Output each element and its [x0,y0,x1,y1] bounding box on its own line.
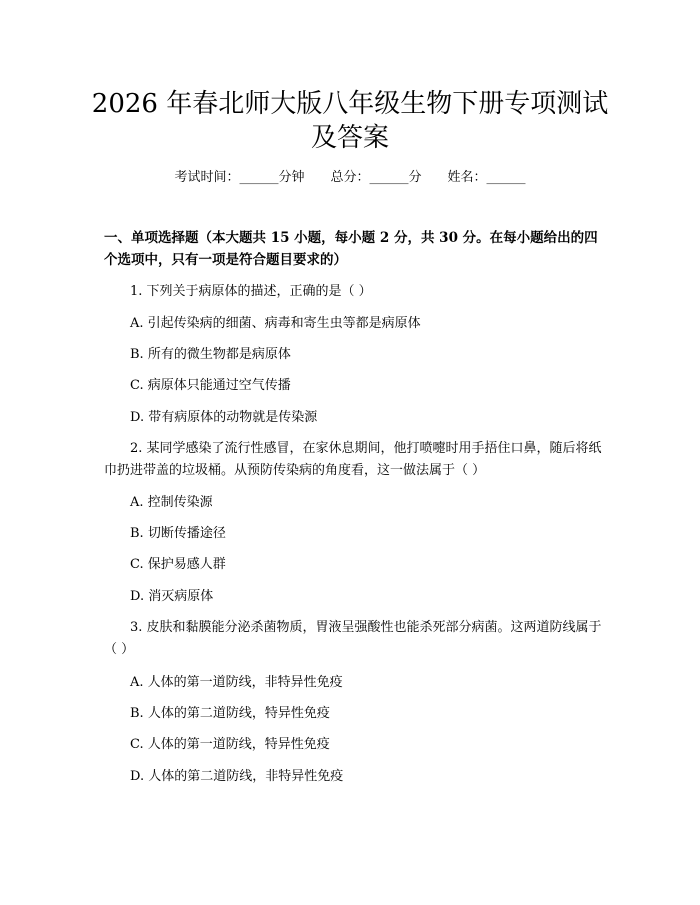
question-1-option-b: B. 所有的微生物都是病原体 [130,347,291,362]
question-3-option-d: D. 人体的第二道防线，非特异性免疫 [130,769,344,784]
exam-total-score: 总分：______分 [330,170,422,185]
document-title-line-2: 及答案 [310,123,389,153]
question-3-stem: 3. 皮肤和黏膜能分泌杀菌物质，胃液呈强酸性也能杀死部分病菌。这两道防线属于（ ） [104,620,602,657]
question-1-stem: 1. 下列关于病原体的描述，正确的是（ ） [130,284,372,299]
question-1-option-a: A. 引起传染病的细菌、病毒和寄生虫等都是病原体 [130,316,421,331]
question-1-option-d: D. 带有病原体的动物就是传染源 [130,410,318,425]
document-title-line-1: 2026 年春北师大版八年级生物下册专项测试 [91,89,609,119]
question-3-option-a: A. 人体的第一道防线，非特异性免疫 [130,675,343,690]
exam-time: 考试时间：______分钟 [174,170,305,185]
question-2-stem: 2. 某同学感染了流行性感冒，在家休息期间，他打喷嚏时用手捂住口鼻，随后将纸巾扔进带盖的垃圾桶。从预防传染病的角度看，这一做法属于（ ） [104,441,602,478]
question-2-option-b: B. 切断传播途径 [130,526,226,541]
question-2-option-d: D. 消灭病原体 [130,589,214,604]
question-3-option-c: C. 人体的第一道防线，特异性免疫 [130,737,330,752]
question-2-option-c: C. 保护易感人群 [130,557,226,572]
student-name: 姓名：______ [447,170,526,185]
question-1-option-c: C. 病原体只能通过空气传播 [130,378,291,393]
section-heading: 一、单项选择题（本大题共 15 小题，每小题 2 分，共 30 分。在每小题给出的四个选项中，只有一项是符合题目要求的） [104,230,598,268]
exam-info [0,168,700,188]
question-2-option-a: A. 控制传染源 [130,495,213,510]
question-3-option-b: B. 人体的第二道防线，特异性免疫 [130,706,330,721]
